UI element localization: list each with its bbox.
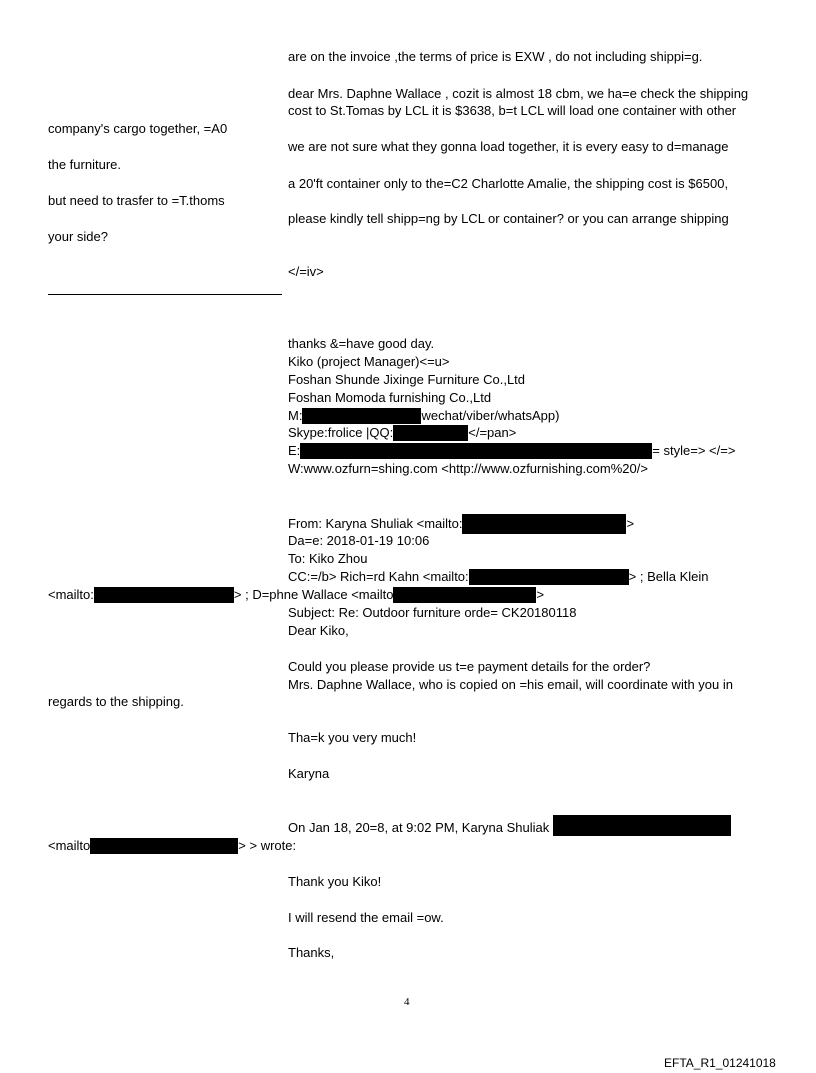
body-line: Tha=k you very much! [288, 730, 417, 745]
signature-skype: Skype:frolice |QQ: </=pan> [288, 425, 517, 440]
body-line: regards to the shipping. [48, 694, 184, 709]
redaction-bar [90, 838, 238, 854]
redaction-bar [300, 443, 652, 459]
redaction-bar [462, 514, 626, 534]
signature-web: W:www.ozfurn=shing.com <http://www.ozfurnishing.com%20/> [288, 461, 648, 476]
header-from: From: Karyna Shuliak <mailto: > [288, 516, 634, 534]
email-line: dear Mrs. Daphne Wallace , cozit is almost 18 cbm, we ha=e check the shipping [288, 86, 749, 101]
document-id: EFTA_R1_01241018 [664, 1056, 776, 1070]
redaction-bar [302, 408, 421, 424]
redaction-bar [393, 425, 468, 441]
header-date: Da=e: 2018-01-19 10:06 [288, 533, 430, 548]
wrapped-line: the furniture. [48, 157, 121, 172]
signature-closing: thanks &=have good day. [288, 336, 435, 351]
quote-header: On Jan 18, 20=8, at 9:02 PM, Karyna Shuliak [288, 820, 731, 836]
email-line: are on the invoice ,the terms of price is EXW , do not including shippi=g. [288, 49, 703, 64]
body-line: Mrs. Daphne Wallace, who is copied on =his email, will coordinate with you in [288, 677, 733, 692]
page-number: 4 [404, 996, 410, 1008]
email-line: </=iv> [288, 264, 324, 279]
wrapped-line: your side? [48, 229, 108, 244]
signature-company: Foshan Momoda furnishing Co.,Ltd [288, 390, 492, 405]
redaction-bar [553, 815, 731, 836]
quote-line: I will resend the email =ow. [288, 910, 444, 925]
quote-line: Thank you Kiko! [288, 874, 382, 889]
signature-company: Foshan Shunde Jixinge Furniture Co.,Ltd [288, 372, 526, 387]
header-cc-cont: <mailto: > ; D=phne Wallace <mailto > [48, 587, 545, 602]
body-signoff: Karyna [288, 766, 330, 781]
wrapped-line: but need to trasfer to =T.thoms [48, 193, 225, 208]
email-line: a 20'ft container only to the=C2 Charlotte Amalie, the shipping cost is $6500, [288, 176, 729, 191]
email-line: please kindly tell shipp=ng by LCL or container? or you can arrange shipping [288, 211, 729, 226]
quote-line: Thanks, [288, 945, 335, 960]
signature-mobile: M: wechat/viber/whatsApp) [288, 408, 560, 423]
header-subject: Subject: Re: Outdoor furniture orde= CK20180118 [288, 605, 577, 620]
greeting: Dear Kiko, [288, 623, 349, 638]
body-line: Could you please provide us t=e payment details for the order? [288, 659, 651, 674]
redaction-bar [469, 569, 629, 585]
header-to: To: Kiko Zhou [288, 551, 368, 566]
redaction-bar [94, 587, 234, 603]
email-line: cost to St.Tomas by LCL it is $3638, b=t LCL will load one container with other [288, 103, 737, 118]
quote-header-cont: <mailto > > wrote: [48, 838, 297, 853]
email-line: we are not sure what they gonna load together, it is every easy to d=manage [288, 139, 729, 154]
wrapped-line: company's cargo together, =A0 [48, 121, 228, 136]
separator-rule [48, 294, 282, 295]
signature-email: E: = style=> </=> [288, 443, 736, 458]
header-cc: CC:=/b> Rich=rd Kahn <mailto: > ; Bella Klein [288, 569, 709, 584]
redaction-bar [393, 587, 536, 603]
signature-name: Kiko (project Manager)<=u> [288, 354, 450, 369]
